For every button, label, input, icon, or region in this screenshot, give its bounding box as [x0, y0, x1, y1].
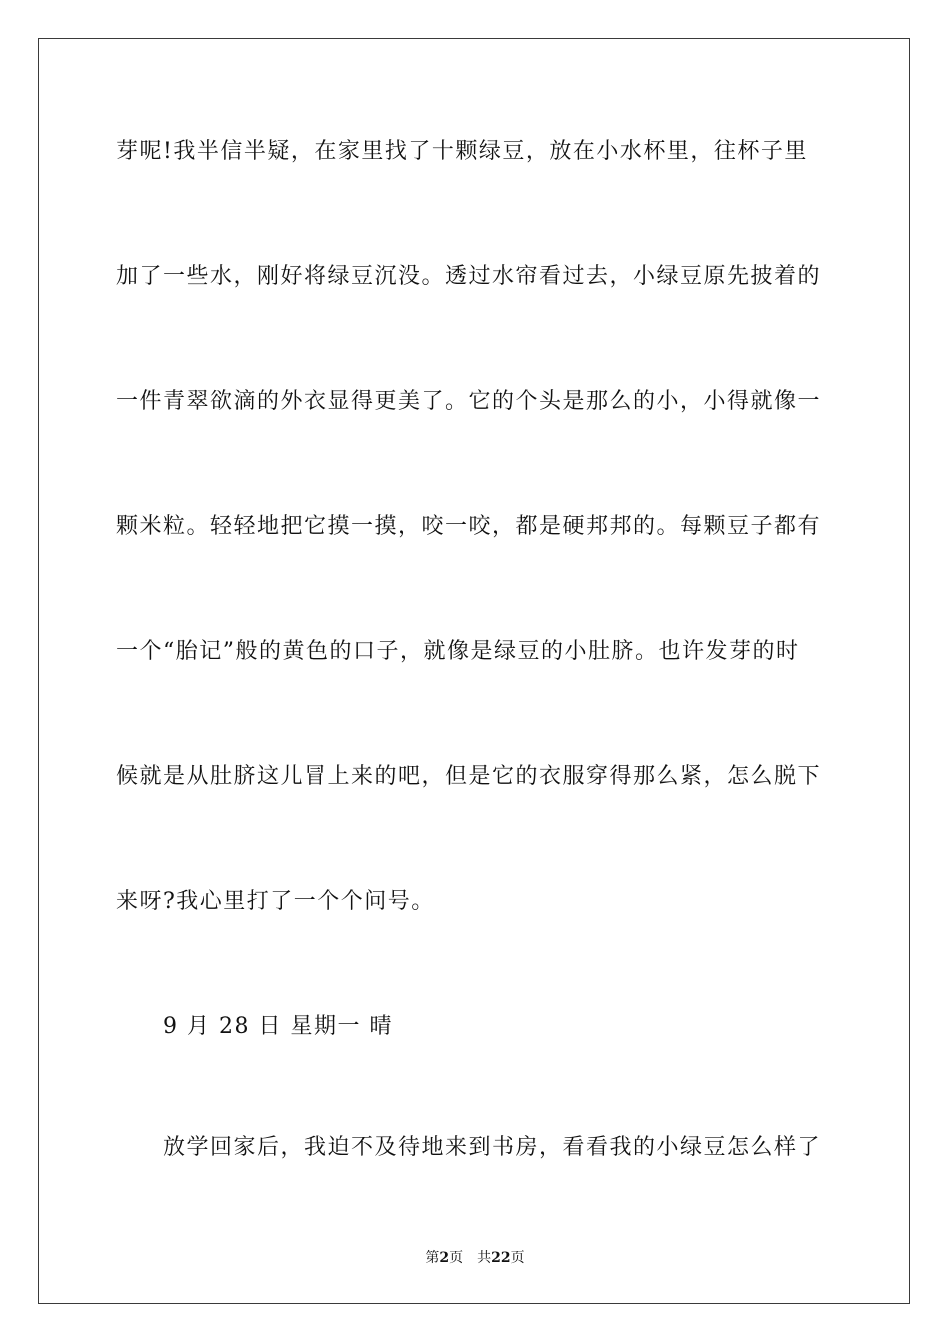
body-text-line: 来呀?我心里打了一个个问号。 — [116, 889, 435, 914]
page-number: 2 — [439, 1250, 450, 1266]
page-border — [38, 38, 910, 1304]
body-text-line: 一件青翠欲滴的外衣显得更美了。它的个头是那么的小，小得就像一 — [116, 389, 822, 414]
body-text-line: 芽呢!我半信半疑，在家里找了十颗绿豆，放在小水杯里，往杯子里 — [116, 139, 808, 164]
page-suffix: 页 — [449, 1250, 464, 1266]
date-heading: 9 月 28 日 星期一 晴 — [163, 1014, 393, 1039]
total-suffix: 页 — [510, 1250, 525, 1266]
total-prefix: 共 — [477, 1250, 492, 1266]
page-footer — [0, 1249, 950, 1267]
body-text-line: 候就是从肚脐这儿冒上来的吧，但是它的衣服穿得那么紧，怎么脱下 — [116, 764, 822, 789]
paragraph-start: 放学回家后，我迫不及待地来到书房，看看我的小绿豆怎么样了 — [163, 1135, 822, 1160]
body-text-line: 加了一些水，刚好将绿豆沉没。透过水帘看过去，小绿豆原先披着的 — [116, 264, 822, 289]
total-pages: 22 — [491, 1250, 511, 1266]
body-text-line: 颗米粒。轻轻地把它摸一摸，咬一咬，都是硬邦邦的。每颗豆子都有 — [116, 514, 822, 539]
page-prefix: 第 — [425, 1250, 440, 1266]
body-text-line: 一个“胎记”般的黄色的口子，就像是绿豆的小肚脐。也许发芽的时 — [116, 639, 800, 664]
